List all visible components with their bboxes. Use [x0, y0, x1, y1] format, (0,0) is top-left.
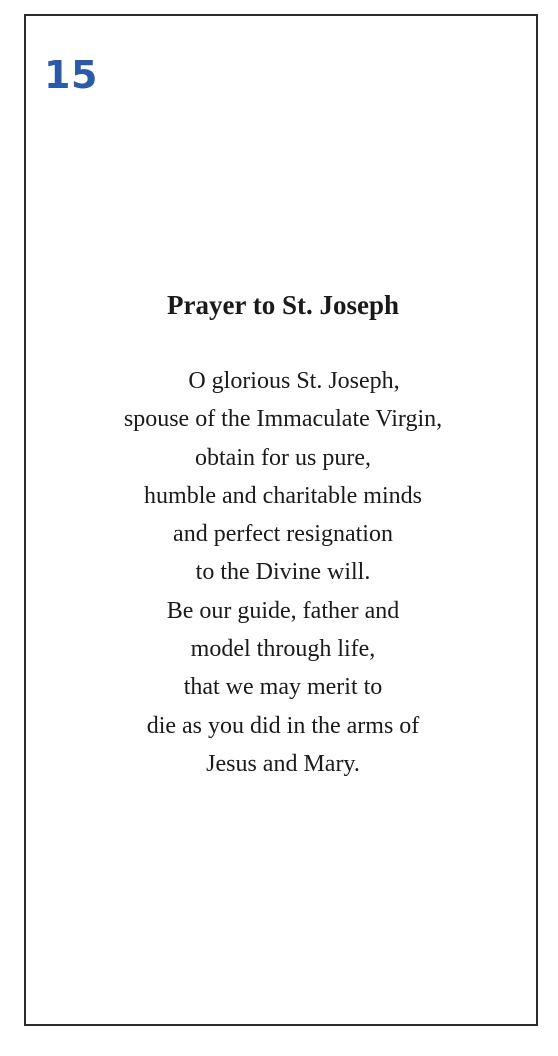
prayer-line: O glorious St. Joseph, [188, 368, 400, 394]
prayer-line: that we may merit to [183, 674, 383, 701]
page-number: 15 [44, 53, 98, 97]
prayer-title: Prayer to St. Joseph [167, 290, 399, 320]
prayer-line: model through life, [190, 636, 376, 663]
prayer-line: humble and charitable minds [144, 482, 422, 509]
prayer-line: to the Divine will. [195, 559, 371, 586]
prayer-line: spouse of the Immaculate Virgin, [123, 406, 443, 433]
prayer-line: die as you did in the arms of [146, 712, 420, 739]
prayer-line: Be our guide, father and [166, 597, 400, 624]
prayer-line: obtain for us pure, [195, 444, 371, 471]
prayer-text [26, 362, 540, 783]
prayer-line: Jesus and Mary. [206, 750, 360, 777]
prayer-line: and perfect resignation [173, 521, 393, 548]
prayer-card [24, 14, 538, 1026]
